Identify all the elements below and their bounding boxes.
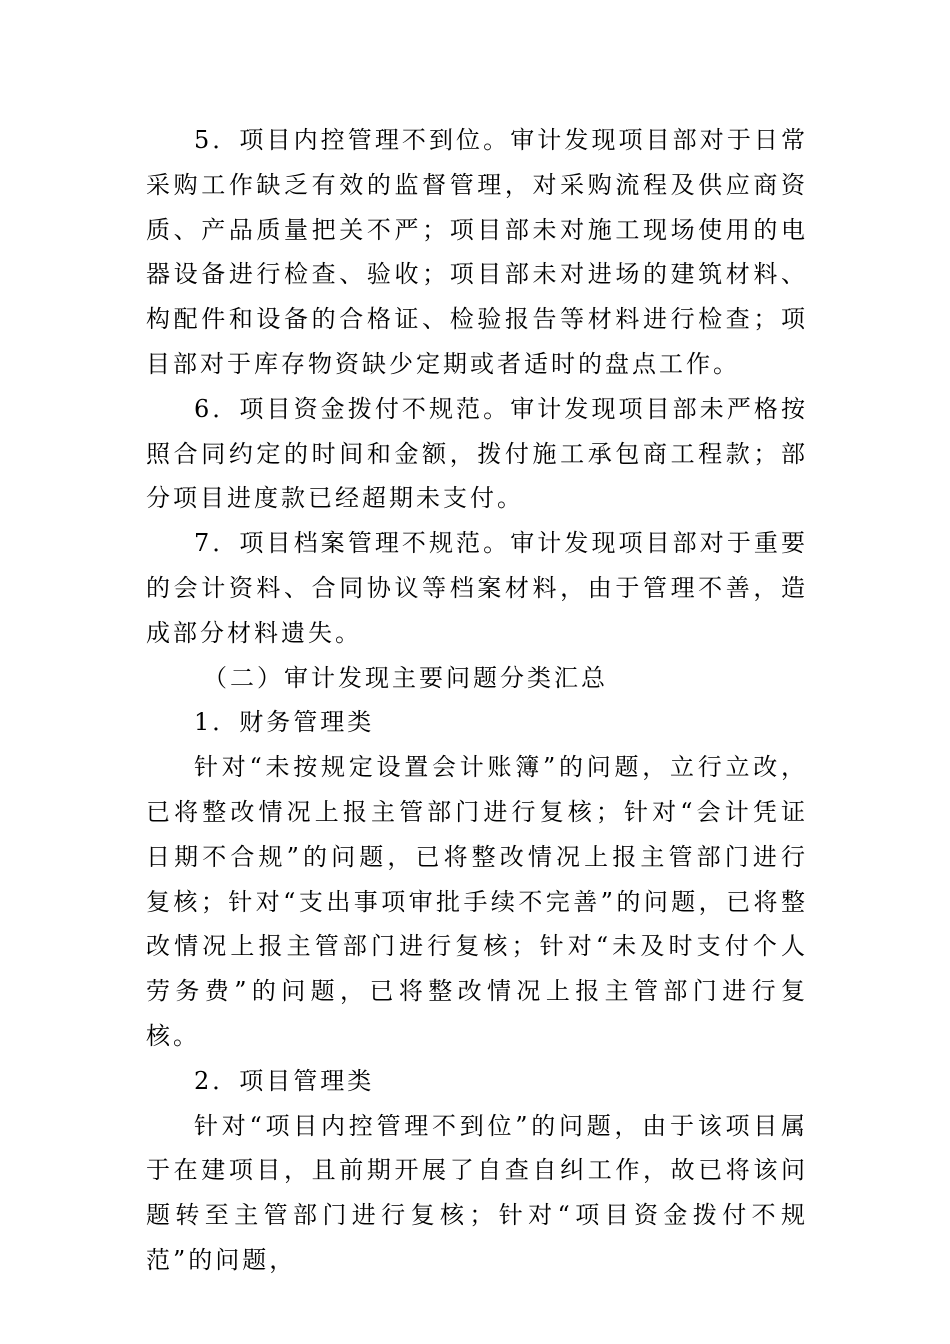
- category-heading-project-management: 2．项目管理类: [194, 1066, 375, 1095]
- paragraph-item-7: 7．项目档案管理不规范。审计发现项目部对于重要的会计资料、合同协议等档案材料，由于管理不善，造成部分材料遗失。: [146, 529, 808, 647]
- document-body: [146, 118, 808, 1283]
- category-heading-financial-management: 1．财务管理类: [194, 708, 375, 737]
- paragraph-project-management: 针对“项目内控管理不到位”的问题，由于该项目属于在建项目，且前期开展了自查自纠工作，故已将该问题转至主管部门进行复核；针对“项目资金拨付不规范”的问题，: [146, 1111, 808, 1274]
- paragraph-item-5: 5．项目内控管理不到位。审计发现项目部对于日常采购工作缺乏有效的监督管理，对采购流程及供应商资质、产品质量把关不严；项目部未对施工现场使用的电器设备进行检查、验收；项目部未对进场的建筑材料、构配件和设备的合格证、检验报告等材料进行检查；项目部对于库存物资缺少定期或者适时的盘点工作。: [146, 126, 808, 378]
- paragraph-item-6: 6．项目资金拨付不规范。审计发现项目部未严格按照合同约定的时间和金额，拨付施工承包商工程款；部分项目进度款已经超期未支付。: [146, 394, 808, 513]
- paragraph-financial-management: 针对“未按规定设置会计账簿”的问题，立行立改，已将整改情况上报主管部门进行复核；针对“会计凭证日期不合规”的问题，已将整改情况上报主管部门进行复核；针对“支出事项审批手续不完善”的问题，已将整改情况上报主管部门进行复核；针对“未及时支付个人劳务费”的问题，已将整改情况上报主管部门进行复核。: [146, 753, 808, 1050]
- section-heading-classification-summary: （二）审计发现主要问题分类汇总: [203, 663, 608, 692]
